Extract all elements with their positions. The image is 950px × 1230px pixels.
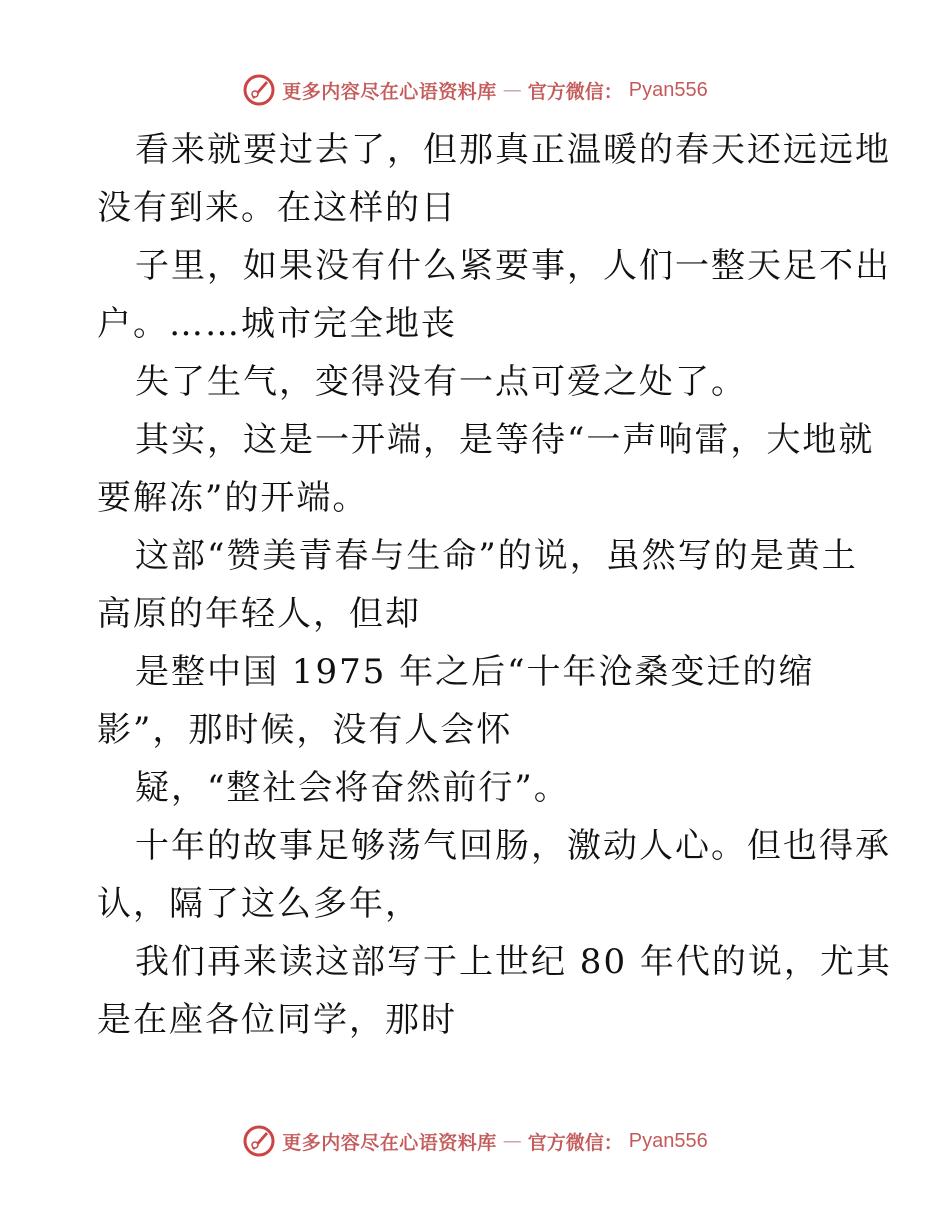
watermark-wechat-id: Pyan556 xyxy=(628,1129,708,1152)
text-line: 影”，那时候，没有人会怀 xyxy=(97,710,513,750)
text-line: 认，隔了这么多年， xyxy=(97,884,421,924)
header-watermark xyxy=(0,70,950,110)
text-line: 十年的故事足够荡气回肠，激动人心。但也得承 xyxy=(135,826,891,866)
text-line: 没有到来。在这样的日 xyxy=(97,188,457,228)
quill-logo-icon xyxy=(242,73,276,107)
text-line: 户。……城市完全地丧 xyxy=(97,304,457,344)
watermark-wechat-label: 官方微信： xyxy=(527,1131,623,1154)
text-line: 看来就要过去了，但那真正温暖的春天还远远地 xyxy=(135,130,891,170)
text-line: 这部“赞美青春与生命”的说，虽然写的是黄土 xyxy=(135,536,858,576)
text-line: 是在座各位同学，那时 xyxy=(97,1000,457,1040)
text-line: 是整中国 1975 年之后“十年沧桑变迁的缩 xyxy=(135,652,815,692)
footer-watermark xyxy=(0,1121,950,1161)
watermark-brand: 更多内容尽在心语资料库 xyxy=(282,1131,497,1154)
watermark-separator: — xyxy=(502,79,522,101)
watermark-brand: 更多内容尽在心语资料库 xyxy=(282,80,497,103)
text-line: 我们再来读这部写于上世纪 80 年代的说，尤其 xyxy=(135,942,892,982)
text-line: 失了生气，变得没有一点可爱之处了。 xyxy=(135,362,747,402)
watermark-wechat-label: 官方微信： xyxy=(527,80,623,103)
text-line: 高原的年轻人，但却 xyxy=(97,594,421,634)
text-line: 疑，“整社会将奋然前行”。 xyxy=(135,768,570,808)
text-line: 要解冻”的开端。 xyxy=(97,478,369,518)
text-line: 子里，如果没有什么紧要事，人们一整天足不出 xyxy=(135,246,891,286)
quill-logo-icon xyxy=(242,1124,276,1158)
document-body xyxy=(97,121,892,1049)
text-line: 其实，这是一开端，是等待“一声响雷，大地就 xyxy=(135,420,875,460)
watermark-wechat-id: Pyan556 xyxy=(628,78,708,101)
watermark-separator: — xyxy=(502,1130,522,1152)
